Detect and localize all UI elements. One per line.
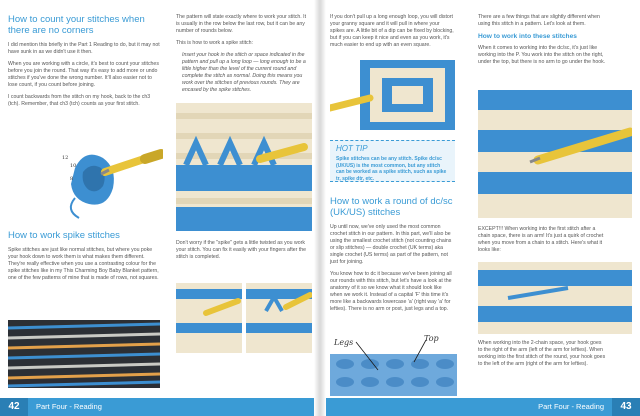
section-label-right: Part Four - Reading [538, 402, 604, 411]
photo-spike-stitch [176, 103, 312, 231]
count-label-10: 10 [70, 163, 77, 169]
book-gutter [314, 0, 326, 416]
count-label-8: 8 [70, 176, 74, 182]
left-column-1-lower [8, 230, 160, 287]
paragraph: I did mention this briefly in the Part 1 Reading to do, but it may not have sunk in as we didn't use it then. [8, 42, 160, 55]
heading-dc-sc-round: How to work a round of dc/sc (UK/US) stitches [330, 196, 453, 218]
heading-work-into-stitches: How to work into these stitches [478, 33, 577, 40]
instruction-italic: Insert your hook in the stitch or space indicated in the pattern and pull up a long loop — long enough to be a little higher than the level of the current round and complete the stitch as normal. Doing this means you work over the stitches of previous rounds. They are encased by the spike stitches. [182, 52, 306, 93]
paragraph: There are a few things that are slightly different when using this stitch in a pattern. Let's look at them. [478, 14, 600, 27]
footer-right [326, 398, 640, 416]
photo-spike-step-2 [246, 283, 312, 353]
paragraph: Don't worry if the "spike" gets a little twisted as you work your stitch. You can fix it easily with your fingers after the stitch is completed. [176, 240, 307, 260]
right-column-1-lower [330, 196, 455, 318]
right-column-1 [330, 14, 455, 54]
photo-chain-space [478, 262, 632, 334]
section-label-left: Part Four - Reading [36, 402, 102, 411]
count-label-12: 12 [62, 155, 69, 161]
photo-spike-step-1 [176, 283, 242, 353]
paragraph: When it comes to working into the dc/sc, it's just like working into the P. You work into the stitch on the right, under the top, but there is no arm to go under the hook. [478, 45, 606, 65]
paragraph: Spike stitches are just like normal stitches, but where you poke your hook down to work them is what makes them different. They're really effective when you use a contrasting colour for the spike stitches like in my This Charming Boy Baby Blanket pattern, one of the few patterns of mine that is made of rows, not squares. [8, 247, 159, 281]
label-top: Top [424, 334, 439, 343]
paragraph: When you are working with a circle, it's best to count your stitches before you join the round. That way it's easy to add more or undo stitches if you've done the wrong number. It'll also easier not to lose count, if you count before joining. [8, 61, 159, 88]
page-number-right: 43 [612, 398, 640, 416]
paragraph: I count backwards from the stitch on my hook, back to the ch3 (tch). Remember, that ch3 (tch) counts as your first stitch. [8, 94, 151, 107]
hot-tip-body: Spike stitches can be any stitch. Spike dc/sc (UK/US) is the most common, but any stitch can be worked as a spike stitch, such as spike tr, spike dtr, etc. [336, 156, 447, 182]
paragraph: This is how to work a spike stitch: [176, 40, 253, 46]
footer-left [0, 398, 314, 416]
photo-counting-stitches [55, 128, 163, 223]
left-column-2-lower [176, 240, 310, 266]
paragraph: You know how to dc it because we've been joining all our rounds with this stitch, but let's have a look at the anatomy of it so we know what it should look like when we work it. Instead of a capital 'F' this time it's more like a backwards lowercase 'a' (right way 'a' for lefties). There is no arm or post, just legs and a top. [330, 271, 452, 312]
paragraph: Up until now, we've only used the most common crochet stitch in our pattern. In this part, we'll also be using the smallest crochet stitch (not counting chains or slip stitches) — double crochet (UK terms) aka single crochet (US terms) as part of the pattern, not just for joining. [330, 224, 452, 265]
heading-count-stitches: How to count your stitches when there are no corners [8, 14, 145, 36]
right-column-2 [478, 14, 606, 71]
left-column-1 [8, 14, 160, 113]
hot-tip-box [330, 140, 455, 182]
right-column-2-lower [478, 340, 606, 373]
paragraph: If you don't pull up a long enough loop, you will distort your granny square and it will pull in where your spikes are. A little bit of a dip can be fixed by blocking, but if you can keep it nice and even as you work, it's much easier to end up with an even square. [330, 14, 454, 48]
paragraph: EXCEPT!!! When working into the first stitch after a chain space, there is an arm! It's just a quirk of crochet when you move from a chain to a stitch. Here's what it looks like: [478, 226, 604, 253]
paragraph: The pattern will state exactly where to work your stitch. It is usually in the row below the last row, but it can be any number of rounds below. [176, 14, 307, 34]
paragraph: When working into the 2-chain space, your hook goes to the right of the arm (left of the arm for lefties). When working into the first stitch of the round, your hook goes to the left of the arm (right of the arm for lefties). [478, 340, 606, 367]
heading-spike-stitches: How to work spike stitches [8, 230, 120, 241]
photo-striped-blanket [8, 320, 160, 388]
right-column-2-middle [478, 226, 606, 259]
page-number-left: 42 [0, 398, 28, 416]
label-legs: Legs [334, 338, 354, 347]
left-column-2 [176, 14, 310, 99]
hot-tip-title: HOT TIP [336, 144, 368, 153]
photo-granny-square [330, 58, 457, 132]
photo-work-into-stitches [478, 90, 632, 218]
